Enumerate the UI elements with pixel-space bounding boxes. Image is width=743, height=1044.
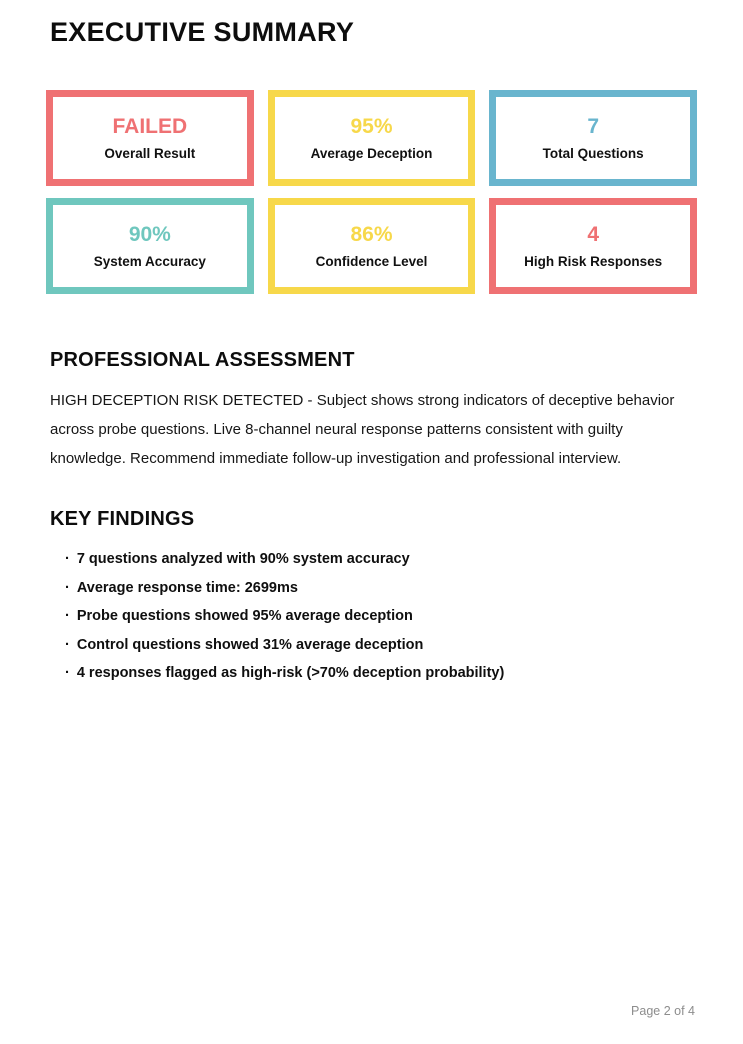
stat-card-overall-result — [46, 90, 254, 186]
stat-card-total-questions — [489, 90, 697, 186]
page-title: EXECUTIVE SUMMARY — [50, 17, 355, 47]
stat-card-high-risk-responses — [489, 198, 697, 294]
key-finding-text: Probe questions showed 95% average deception — [76, 608, 413, 625]
key-findings-list — [46, 552, 697, 681]
stat-value: 86% — [350, 222, 393, 246]
stat-card-system-accuracy — [46, 198, 254, 294]
stat-label: Confidence Level — [315, 253, 428, 269]
page-number: Page 2 of 4 — [631, 1004, 695, 1018]
professional-assessment-text: HIGH DECEPTION RISK DETECTED - Subject shows strong indicators of deceptive behavior across probe questions. Live 8-channel neural response patterns consistent with guilty knowledge. Recommend immediate follow-up investigation and professional interview. — [50, 392, 675, 467]
bullet-glyph: · — [65, 665, 70, 682]
key-finding-item — [65, 638, 697, 653]
key-finding-text: 4 responses flagged as high-risk (>70% deception probability) — [76, 665, 505, 682]
key-findings-heading: KEY FINDINGS — [50, 508, 195, 531]
stat-value: 90% — [128, 222, 171, 246]
stat-label: Average Deception — [310, 145, 433, 161]
stat-value: 95% — [350, 114, 393, 138]
key-finding-item — [65, 581, 697, 596]
key-finding-item — [65, 609, 697, 624]
key-finding-item — [65, 666, 697, 681]
stat-label: Overall Result — [104, 145, 196, 161]
bullet-glyph: · — [65, 608, 70, 625]
bullet-glyph: · — [65, 636, 70, 653]
stat-value: FAILED — [112, 114, 188, 138]
stat-card-average-deception — [268, 90, 476, 186]
key-finding-text: Control questions showed 31% average deception — [76, 636, 424, 653]
stat-value: 7 — [587, 114, 599, 138]
stat-card-confidence-level — [268, 198, 476, 294]
bullet-glyph: · — [65, 551, 70, 568]
stat-label: System Accuracy — [93, 253, 206, 269]
key-finding-text: 7 questions analyzed with 90% system accuracy — [76, 551, 410, 568]
key-finding-text: Average response time: 2699ms — [76, 579, 298, 596]
stat-card-grid — [46, 90, 697, 294]
stat-label: High Risk Responses — [524, 253, 663, 269]
stat-label: Total Questions — [542, 145, 644, 161]
bullet-glyph: · — [65, 579, 70, 596]
key-finding-item — [65, 552, 697, 567]
professional-assessment-heading: PROFESSIONAL ASSESSMENT — [50, 349, 355, 371]
stat-value: 4 — [587, 222, 599, 246]
